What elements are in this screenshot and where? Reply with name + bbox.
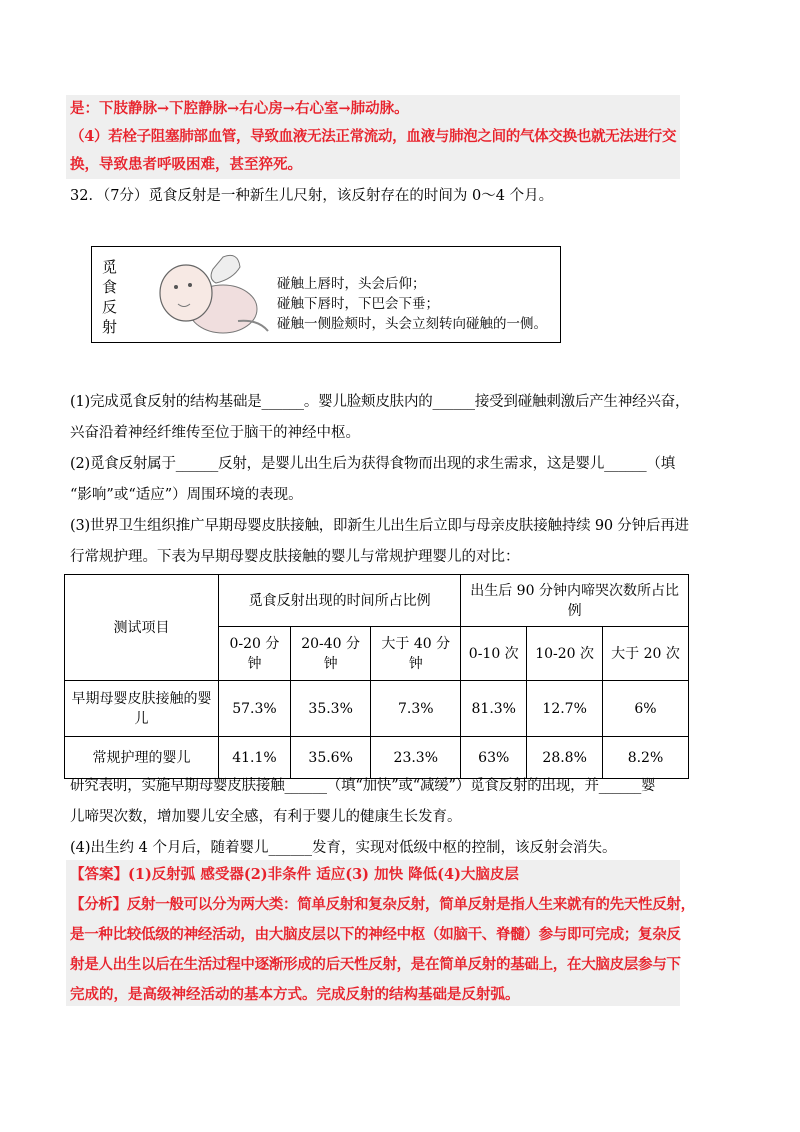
table-group2-header: 出生后 90 分钟内啼哭次数所占比例 — [461, 575, 689, 627]
baby-illustration — [128, 249, 278, 341]
answer-text: (1)反射弧 感受器(2)非条件 适应(3) 加快 降低(4)大脑皮层 — [128, 866, 519, 883]
q1-line1: (1)完成觅食反射的结构基础是______。婴儿脸颊皮肤内的______接受到碰触刺激后产生神经兴奋， — [70, 394, 690, 410]
answer-tag: 【答案】 — [70, 866, 128, 883]
table-cell: 35.3% — [290, 681, 370, 737]
q3-line1: (3)世界卫生组织推广早期母婴皮肤接触，即新生儿出生后立即与母亲皮肤接触持续 90 分钟后再进 — [70, 518, 689, 534]
prev-answer-block — [66, 95, 680, 179]
analysis-tag: 【分析】 — [70, 896, 127, 913]
figure-text: 碰触上唇时，头会后仰； 碰触下唇时，下巴会下垂； 碰触一侧脸颊时，头会立刻转向碰触的一侧。 — [277, 276, 547, 332]
table-subheader: 0-20 分钟 — [219, 627, 291, 681]
table-row — [65, 681, 689, 737]
table-subheader: 0-10 次 — [461, 627, 527, 681]
table-cell: 81.3% — [461, 681, 527, 737]
q3-line4: 儿啼哭次数，增加婴儿安全感，有利于婴儿的健康生长发育。 — [70, 809, 462, 825]
q2-line2: “影响”或“适应”）周围环境的表现。 — [70, 487, 303, 503]
q3-line3: 研究表明，实施早期母婴皮肤接触______（填“加快”或“减缓”）觅食反射的出现，并______婴 — [70, 778, 656, 794]
analysis-line4: 完成的，是高级神经活动的基本方式。完成反射的结构基础是反射弧。 — [70, 986, 520, 1003]
table-cell: 28.8% — [527, 737, 603, 779]
reflex-figure — [91, 246, 561, 343]
prev-answer-line1: 是：下肢静脉→下腔静脉→右心房→右心室→肺动脉。 — [70, 100, 409, 117]
q4-line: (4)出生约 4 个月后，随着婴儿______发育，实现对低级中枢的控制，该反射会消失。 — [70, 840, 617, 856]
table-cell: 41.1% — [219, 737, 291, 779]
table-subheader: 大于 40 分钟 — [371, 627, 461, 681]
q2-line1: (2)觅食反射属于______反射，是婴儿出生后为获得食物而出现的求生需求，这是婴儿______（填 — [70, 456, 676, 472]
question-title: 32．（7分）觅食反射是一种新生儿尺射，该反射存在的时间为 0～4 个月。 — [70, 188, 554, 204]
analysis-line2: 是一种比较低级的神经活动，由大脑皮层以下的神经中枢（如脑干、脊髓）参与即可完成；复杂反 — [70, 926, 681, 943]
q1-line2: 兴奋沿着神经纤维传至位于脑干的神经中枢。 — [70, 425, 360, 441]
prev-answer-line3: 换，导致患者呼吸困难，甚至猝死。 — [70, 156, 302, 173]
table-cell: 12.7% — [527, 681, 603, 737]
prev-answer-line2: （4）若栓子阻塞肺部血管，导致血液无法正常流动，血液与肺泡之间的气体交换也就无法进行交 — [70, 128, 677, 145]
answer-line — [70, 860, 676, 890]
row-label: 早期母婴皮肤接触的婴儿 — [65, 681, 219, 737]
table-subheader: 大于 20 次 — [603, 627, 689, 681]
analysis-line3: 射是人出生以后在生活过程中逐渐形成的后天性反射，是在简单反射的基础上，在大脑皮层参与下 — [70, 956, 681, 973]
figure-side-label: 觅 食 反 射 — [102, 258, 118, 336]
table-cell: 35.6% — [290, 737, 370, 779]
table-corner: 测试项目 — [65, 575, 219, 681]
analysis-line1: 【分析】反射一般可以分为两大类：简单反射和复杂反射，简单反射是指人生来就有的先天性反射， — [70, 896, 695, 913]
table-subheader: 10-20 次 — [527, 627, 603, 681]
row-label: 常规护理的婴儿 — [65, 737, 219, 779]
table-cell: 6% — [603, 681, 689, 737]
table-group1-header: 觅食反射出现的时间所占比例 — [219, 575, 461, 627]
table-subheader: 20-40 分钟 — [290, 627, 370, 681]
q3-line2: 行常规护理。下表为早期母婴皮肤接触的婴儿与常规护理婴儿的对比： — [70, 549, 520, 565]
table-cell: 7.3% — [371, 681, 461, 737]
table-cell: 63% — [461, 737, 527, 779]
comparison-table — [64, 574, 689, 779]
table-cell: 57.3% — [219, 681, 291, 737]
table-cell: 23.3% — [371, 737, 461, 779]
answer-block — [66, 860, 695, 1006]
table-cell: 8.2% — [603, 737, 689, 779]
